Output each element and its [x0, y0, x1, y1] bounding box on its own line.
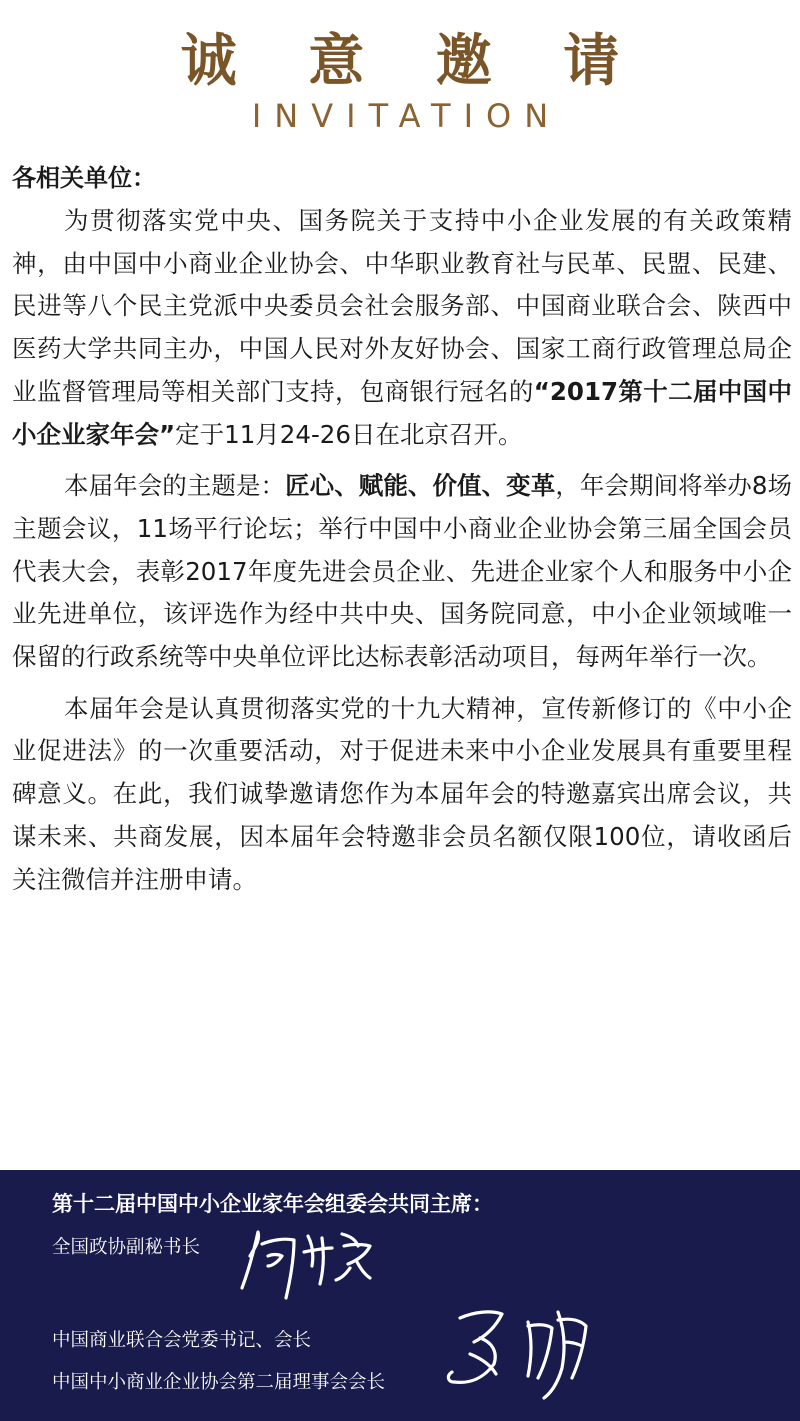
paragraph-2-tail: ，年会期间将举办8场主题会议，11场平行论坛；举行中国中小商业企业协会第三届全国会员代表大会，表彰2017年度先进会员企业、先进企业家个人和服务中小企业先进单位，该评选作为经中共中央、国务院同意，中小企业领域唯一保留的行政系统等中央单位评比达标表彰活动项目，每两年举行一次。	[12, 471, 793, 672]
signature-2	[440, 1298, 600, 1408]
invitation-header	[0, 30, 800, 136]
chair-title-1: 全国政协副秘书长	[52, 1237, 201, 1258]
paragraph-2	[12, 465, 792, 679]
paragraph-1-text: 为贯彻落实党中央、国务院关于支持中小企业发展的有关政策精神，由中国中小商业企业协会、中华职业教育社与民革、民盟、民建、民进等八个民主党派中央委员会社会服务部、中国商业联合会、陕西中医药大学共同主办，中国人民对外友好协会、国家工商行政管理总局企业监督管理局等相关部门支持，包商银行冠名的	[12, 206, 792, 406]
letter-body	[12, 156, 792, 910]
signature-1	[238, 1222, 388, 1302]
paragraph-2-start: 本届年会的主题是：	[64, 471, 286, 501]
chair-title-3: 中国中小商业企业协会第二届理事会会长	[52, 1372, 386, 1393]
event-name: “2017第十二届中国中小企业家年会”	[12, 376, 792, 449]
paragraph-1-tail: 定于11月24-26日在北京召开。	[175, 419, 523, 449]
footer-heading: 第十二届中国中小企业家年会组委会共同主席：	[52, 1192, 493, 1216]
title-english: INVITATION	[251, 97, 562, 135]
paragraph-3: 本届年会是认真贯彻落实党的十九大精神，宣传新修订的《中小企业促进法》的一次重要活动，对于促进未来中小企业发展具有重要里程碑意义。在此，我们诚挚邀请您作为本届年会的特邀嘉宾出席会议，共谋未来、共商发展，因本届年会特邀非会员名额仅限100位，请收函后关注微信并注册申请。	[12, 693, 792, 894]
theme-keywords: 匠心、赋能、价值、变革	[285, 471, 556, 501]
title-chinese: 诚 意 邀 请	[180, 29, 646, 94]
paragraph-1	[12, 200, 792, 456]
chair-title-2: 中国商业联合会党委书记、会长	[52, 1330, 312, 1351]
salutation: 各相关单位：	[12, 164, 156, 192]
committee-footer	[0, 1170, 800, 1421]
